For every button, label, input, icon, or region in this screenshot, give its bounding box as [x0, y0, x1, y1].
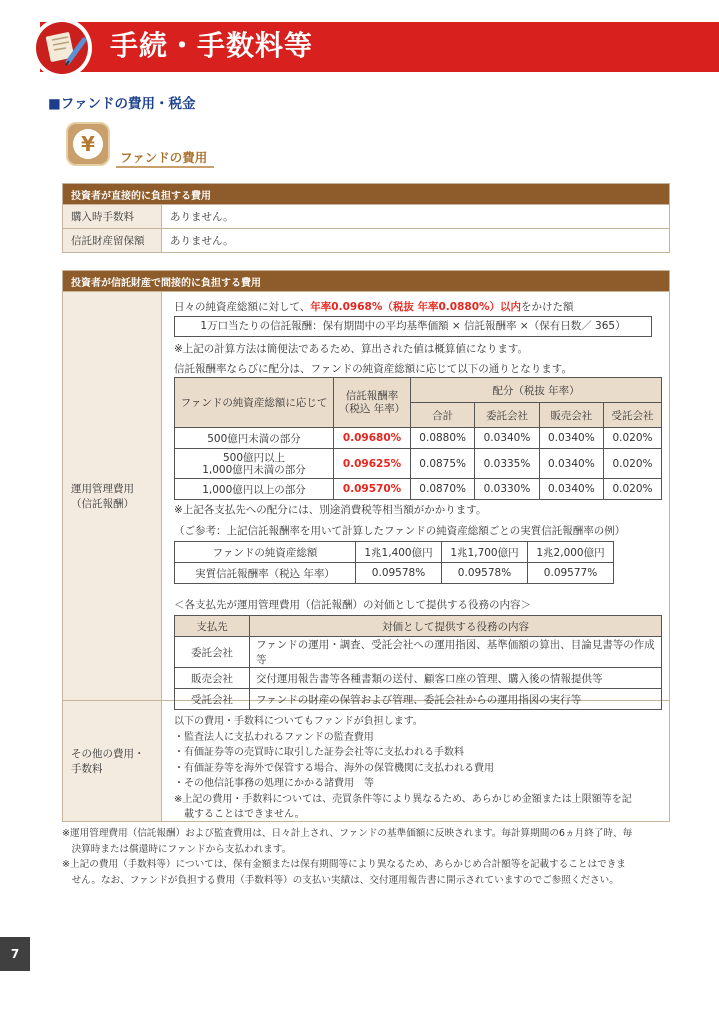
- fee-cell: 0.020%: [603, 428, 661, 449]
- table-row: [175, 563, 614, 584]
- other-fee-text: [174, 714, 632, 823]
- fee-h-assets: ファンドの純資産総額に応じて: [175, 378, 334, 428]
- fee-cell: 0.0340%: [475, 428, 539, 449]
- service-table: [174, 615, 662, 710]
- fee-rate-table: [174, 377, 662, 500]
- fee-h-trustee: 受託会社: [603, 403, 661, 428]
- footnote-line: せん。なお、ファンドが負担する費用（手数料等）の支払い実績は、交付運用報告書に開示されていますのでご参照ください。: [62, 874, 619, 886]
- fee-h-trustor: 委託会社: [475, 403, 539, 428]
- reference-title: （ご参考：上記信託報酬率を用いて計算したファンドの純資産総額ごとの実質信託報酬率の例）: [174, 525, 626, 537]
- fee-h-total: 合計: [411, 403, 475, 428]
- mgmt-fee-label: 運用管理費用 （信託報酬）: [63, 292, 162, 701]
- fee-cell: 0.0330%: [475, 479, 539, 500]
- fee-cell: 0.0340%: [539, 428, 603, 449]
- purchase-fee-value: ありません。: [162, 205, 670, 229]
- fee-cell: 0.0880%: [411, 428, 475, 449]
- indirect-cost-header: 投資者が信託財産で間接的に負担する費用: [63, 271, 670, 292]
- ref-cell: 1兆1,400億円: [356, 542, 442, 563]
- svc-payee: 委託会社: [175, 637, 250, 668]
- ref-cell: 0.09578%: [442, 563, 528, 584]
- fee-rate: 0.09680%: [334, 428, 411, 449]
- table-row: [175, 449, 662, 479]
- section-heading: ■ファンドの費用・税金: [48, 96, 196, 112]
- footnotes: [62, 826, 632, 888]
- direct-cost-table: [62, 183, 670, 253]
- fee-cell: 0.0340%: [539, 479, 603, 500]
- table-row: [175, 637, 662, 668]
- svc-payee: 販売会社: [175, 668, 250, 689]
- other-fee-line: ※上記の費用・手数料については、売買条件等により異なるため、あらかじめ金額または上限額等を記: [174, 793, 632, 805]
- svc-payee: 受託会社: [175, 689, 250, 710]
- fee-rate: 0.09570%: [334, 479, 411, 500]
- retention-fee-value: ありません。: [162, 229, 670, 253]
- mgmt-fee-rate-line: 日々の純資産総額に対して、年率0.0968%（税抜 年率0.0880%）以内をかけた額: [174, 301, 574, 313]
- fee-h-alloc: 配分（税抜 年率）: [411, 378, 662, 403]
- page-title: 手続・手数料等: [110, 29, 314, 62]
- svc-h-payee: 支払先: [175, 616, 250, 637]
- other-fee-line: ・その他信託事務の処理にかかる諸費用 等: [174, 778, 374, 789]
- ref-cell: 1兆2,000億円: [528, 542, 614, 563]
- footnote-line: 決算時または償還時にファンドから支払われます。: [62, 843, 292, 855]
- yen-icon: ¥: [66, 122, 110, 166]
- svc-service: ファンドの財産の保管および管理、委託会社からの運用指図の実行等: [250, 689, 662, 710]
- ref-cell: 0.09578%: [356, 563, 442, 584]
- fee-cell: 0.020%: [603, 479, 661, 500]
- subsection-title: ファンドの費用: [120, 150, 208, 165]
- fee-rate: 0.09625%: [334, 449, 411, 479]
- fee-formula-box: 1万口当たりの信託報酬：保有期間中の平均基準価額 × 信託報酬率 ×（保有日数／ 365）: [174, 316, 652, 337]
- footnote-line: ※運用管理費用（信託報酬）および監査費用は、日々計上され、ファンドの基準価額に反映されます。毎計算期間の6ヵ月終了時、毎: [62, 828, 633, 839]
- other-fee-label: その他の費用・ 手数料: [63, 701, 162, 822]
- table-row: [175, 428, 662, 449]
- other-fee-line: ・有価証券等の売買時に取引した証券会社等に支払われる手数料: [174, 747, 464, 758]
- document-pen-icon: [28, 16, 100, 80]
- ref-row1-label: ファンドの純資産総額: [175, 542, 356, 563]
- note-allocation: 信託報酬率ならびに配分は、ファンドの純資産総額に応じて以下の通りとなります。: [174, 363, 572, 375]
- other-fee-line: 以下の費用・手数料についてもファンドが負担します。: [174, 716, 423, 727]
- fee-cell: 0.0870%: [411, 479, 475, 500]
- fee-tier: 1,000億円以上の部分: [175, 479, 334, 500]
- fee-cell: 0.020%: [603, 449, 661, 479]
- svc-service: 交付運用報告書等各種書類の送付、顧客口座の管理、購入後の情報提供等: [250, 668, 662, 689]
- reference-table: [174, 541, 614, 584]
- service-title: ＜各支払先が運用管理費用（信託報酬）の対価として提供する役務の内容＞: [174, 599, 531, 611]
- ref-cell: 1兆1,700億円: [442, 542, 528, 563]
- fee-tier: 500億円未満の部分: [175, 428, 334, 449]
- fee-tier: 500億円以上 1,000億円未満の部分: [175, 449, 334, 479]
- ref-row2-label: 実質信託報酬率（税込 年率）: [175, 563, 356, 584]
- fee-cell: 0.0335%: [475, 449, 539, 479]
- ref-cell: 0.09577%: [528, 563, 614, 584]
- footnote-line: ※上記の費用（手数料等）については、保有金額または保有期間等により異なるため、あらかじめ合計額等を記載することはできま: [62, 859, 626, 870]
- svc-service: ファンドの運用・調査、受託会社への運用指図、基準価額の算出、目論見書等の作成等: [250, 637, 662, 668]
- note-approx: ※上記の計算方法は簡便法であるため、算出された値は概算値になります。: [174, 343, 529, 355]
- direct-cost-header: 投資者が直接的に負担する費用: [63, 184, 670, 205]
- fee-cell: 0.0340%: [539, 449, 603, 479]
- svc-h-service: 対価として提供する役務の内容: [250, 616, 662, 637]
- fee-cell: 0.0875%: [411, 449, 475, 479]
- other-fee-line: ・監査法人に支払われるファンドの監査費用: [174, 731, 374, 743]
- page-number: 7: [0, 937, 30, 971]
- fee-h-rate: 信託報酬率 （税込 年率）: [334, 378, 411, 428]
- purchase-fee-label: 購入時手数料: [63, 205, 162, 229]
- table-row: [175, 689, 662, 710]
- subsection-underline: [116, 166, 214, 168]
- table-row: [175, 479, 662, 500]
- other-fee-line: ・有価証券等を海外で保管する場合、海外の保管機関に支払われる費用: [174, 762, 494, 774]
- table-row: [175, 542, 614, 563]
- note-tax: ※上記各支払先への配分には、別途消費税等相当額がかかります。: [174, 504, 487, 516]
- fee-h-distributor: 販売会社: [539, 403, 603, 428]
- other-fee-line: 載することはできません。: [174, 809, 305, 820]
- retention-fee-label: 信託財産留保額: [63, 229, 162, 253]
- table-row: [175, 668, 662, 689]
